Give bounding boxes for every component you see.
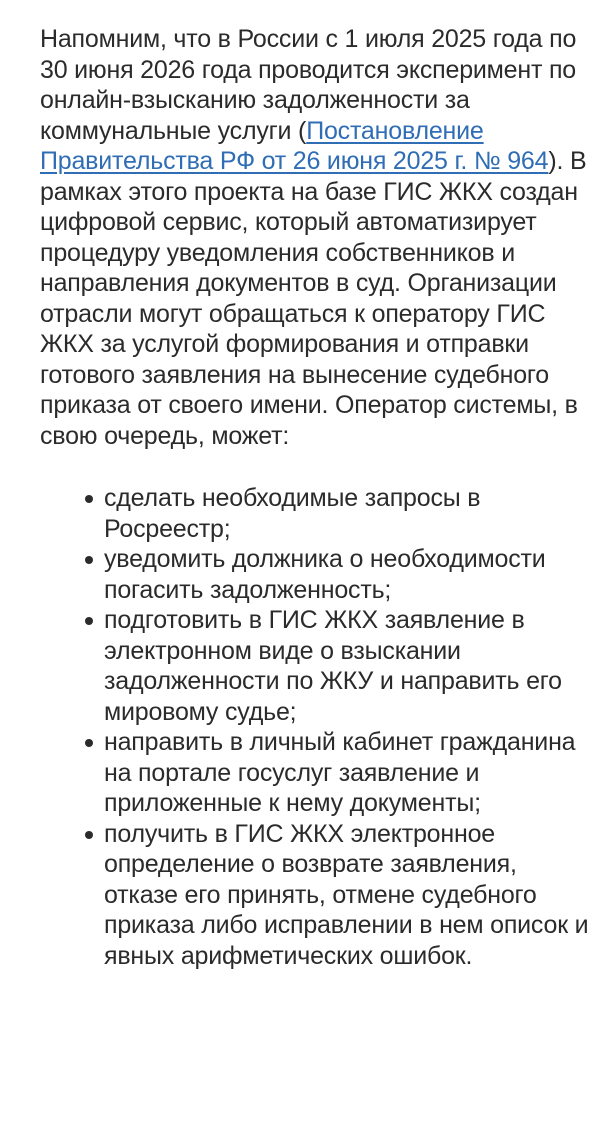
list-item: [40, 605, 590, 727]
list-item: [40, 483, 590, 544]
intro-paragraph: [40, 24, 590, 451]
list-item: [40, 819, 590, 972]
government-decree-link[interactable]: Постановление Правительства РФ от 26 июня 2025 г. № 964: [40, 116, 549, 175]
list-item-text: получить в ГИС ЖКХ электронное определение о возврате заявления, отказе его принять, отмене судебного приказа либо исправлении в нем описок и явных арифметических ошибок.: [104, 819, 589, 970]
bullet-icon: [85, 831, 93, 839]
list-item: [40, 727, 590, 819]
intro-text-after-link: ). В рамках этого проекта на базе ГИС ЖКХ создан цифровой сервис, который автоматизирует процедуру уведомления собственников и направления документов в суд. Организации отрасли могут обращаться к оператору ГИС ЖКХ за услугой формирования и отправки готового заявления на вынесение судебного приказа от своего имени. Оператор системы, в свою очередь, может:: [40, 147, 587, 450]
bullet-icon: [85, 495, 93, 503]
list-item-text: подготовить в ГИС ЖКХ заявление в электронном виде о взыскании задолженности по ЖКУ и направить его мировому судье;: [104, 606, 562, 726]
list-item-text: сделать необходимые запросы в Росреестр;: [104, 484, 481, 543]
operator-capabilities-list: [40, 483, 590, 971]
list-item: [40, 544, 590, 605]
bullet-icon: [85, 556, 93, 564]
article-body: [40, 24, 590, 971]
bullet-icon: [85, 739, 93, 747]
bullet-icon: [85, 617, 93, 625]
intro-text-before-link: Напомним, что в России с 1 июля 2025 года по 30 июня 2026 года проводится эксперимент по онлайн-взысканию задолженности за коммунальные услуги (: [40, 25, 577, 145]
list-item-text: уведомить должника о необходимости погасить задолженность;: [104, 545, 546, 604]
list-item-text: направить в личный кабинет гражданина на портале госуслуг заявление и приложенные к нему документы;: [104, 728, 576, 817]
